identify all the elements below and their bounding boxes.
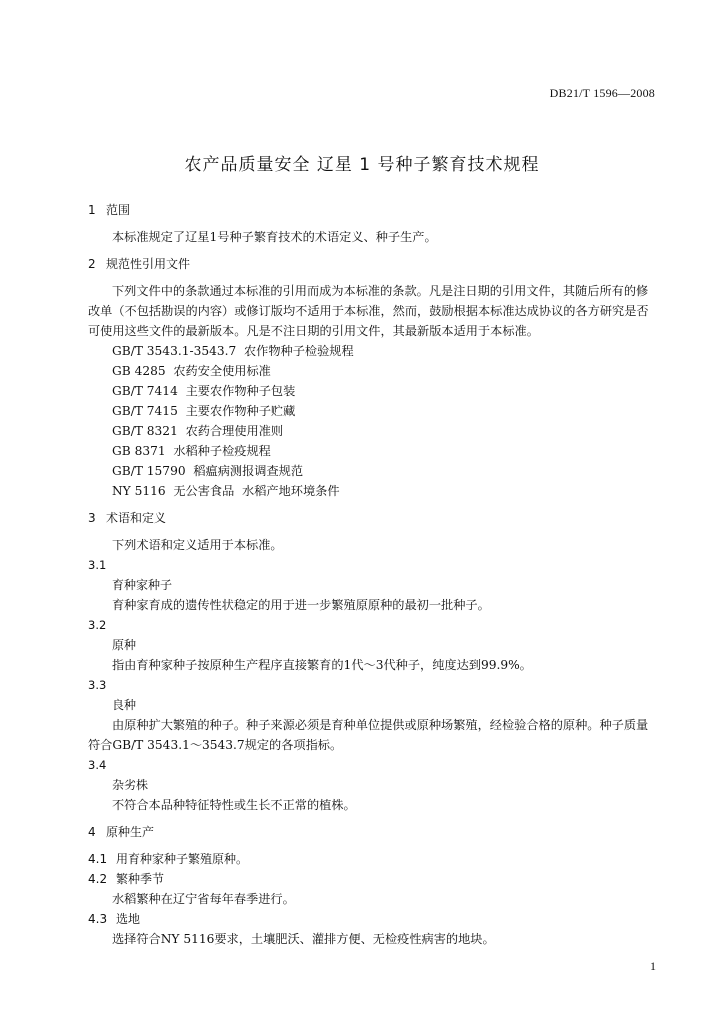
section-title: 规范性引用文件 bbox=[106, 257, 191, 271]
document-body bbox=[88, 200, 654, 949]
subsection-number: 4.1 bbox=[88, 852, 108, 866]
definition-text: 按原种生产程序直接繁育的1代～3代种子，纯度达到99.9%。 bbox=[197, 658, 532, 672]
subsection-number: 4.3 bbox=[88, 912, 108, 926]
section-2-heading bbox=[88, 254, 654, 274]
section-2-body: 下列文件中的条款通过本标准的引用而成为本标准的条款。凡是注日期的引用文件，其随后所有的修改单（不包括勘误的内容）或修订版均不适用于本标准，然而，鼓励根据本标准达成协议的各方研究是否可使用这些文件的最新版本。凡是不注日期的引用文件，其最新版本适用于本标准。 bbox=[88, 284, 649, 338]
term-name: 杂劣株 bbox=[112, 778, 149, 792]
term-number: 3.1 bbox=[88, 558, 107, 572]
section-title: 原种生产 bbox=[106, 825, 155, 839]
term-number: 3.4 bbox=[88, 758, 107, 772]
subsection-text: 用育种家种子繁殖原种。 bbox=[116, 852, 249, 866]
reference-item: NY 5116 无公害食品 水稻产地环境条件 bbox=[112, 484, 340, 498]
term-number: 3.3 bbox=[88, 678, 107, 692]
definition-emphasis: 扩大繁殖 bbox=[148, 718, 198, 732]
term-name: 良种 bbox=[112, 698, 137, 712]
reference-item: GB 4285 农药安全使用标准 bbox=[112, 364, 271, 378]
term-definition bbox=[88, 715, 654, 755]
subsection-4-3 bbox=[88, 909, 654, 929]
reference-item: GB/T 8321 农药合理使用准则 bbox=[112, 424, 284, 438]
subsection-number: 4.2 bbox=[88, 872, 108, 886]
subsection-body: 水稻繁种在辽宁省每年春季进行。 bbox=[112, 892, 295, 906]
term-definition: 不符合本品种特征特性或生长不正常的植株。 bbox=[112, 798, 356, 812]
section-number: 1 bbox=[88, 203, 96, 217]
reference-item: GB/T 3543.1-3543.7 农作物种子检验规程 bbox=[112, 344, 354, 358]
section-number: 4 bbox=[88, 825, 96, 839]
subsection-title: 繁种季节 bbox=[116, 872, 165, 886]
definition-emphasis: 育种家种子 bbox=[136, 658, 198, 672]
reference-item: GB/T 15790 稻瘟病测报调查规范 bbox=[112, 464, 304, 478]
reference-item: GB/T 7414 主要农作物种子包装 bbox=[112, 384, 296, 398]
section-3-heading bbox=[88, 508, 654, 528]
term-name: 育种家种子 bbox=[112, 578, 173, 592]
document-code: DB21/T 1596—2008 bbox=[549, 86, 655, 100]
term-name: 原种 bbox=[112, 638, 137, 652]
subsection-4-2 bbox=[88, 869, 654, 889]
subsection-body: 选择符合NY 5116要求，土壤肥沃、灌排方便、无检疫性病害的地块。 bbox=[112, 932, 495, 946]
document-title: 农产品质量安全 辽星 1 号种子繁育技术规程 bbox=[184, 155, 540, 175]
section-title: 术语和定义 bbox=[106, 511, 167, 525]
definition-text: 的种子。种子来源必须是育种单位提供或原种场繁殖，经检验合格的原种。种子质量符合GB/T 3543.1～3543.7规定的各项指标。 bbox=[88, 718, 649, 752]
subsection-title: 选地 bbox=[116, 912, 141, 926]
section-4-heading bbox=[88, 822, 654, 842]
definition-text: 指由 bbox=[112, 658, 137, 672]
term-number: 3.2 bbox=[88, 618, 107, 632]
section-number: 2 bbox=[88, 257, 96, 271]
section-number: 3 bbox=[88, 511, 96, 525]
term-definition: 育种家育成的遗传性状稳定的用于进一步繁殖原原种的最初一批种子。 bbox=[112, 598, 490, 612]
term-definition bbox=[88, 655, 654, 675]
section-1-body: 本标准规定了辽星1号种子繁育技术的术语定义、种子生产。 bbox=[112, 230, 437, 244]
reference-item: GB 8371 水稻种子检疫规程 bbox=[112, 444, 271, 458]
definition-text: 由原种 bbox=[112, 718, 149, 732]
section-title: 范围 bbox=[106, 203, 131, 217]
subsection-4-1 bbox=[88, 849, 654, 869]
reference-item: GB/T 7415 主要农作物种子贮藏 bbox=[112, 404, 296, 418]
page-number: 1 bbox=[650, 959, 656, 973]
section-3-intro: 下列术语和定义适用于本标准。 bbox=[112, 538, 283, 552]
section-1-heading bbox=[88, 200, 654, 220]
